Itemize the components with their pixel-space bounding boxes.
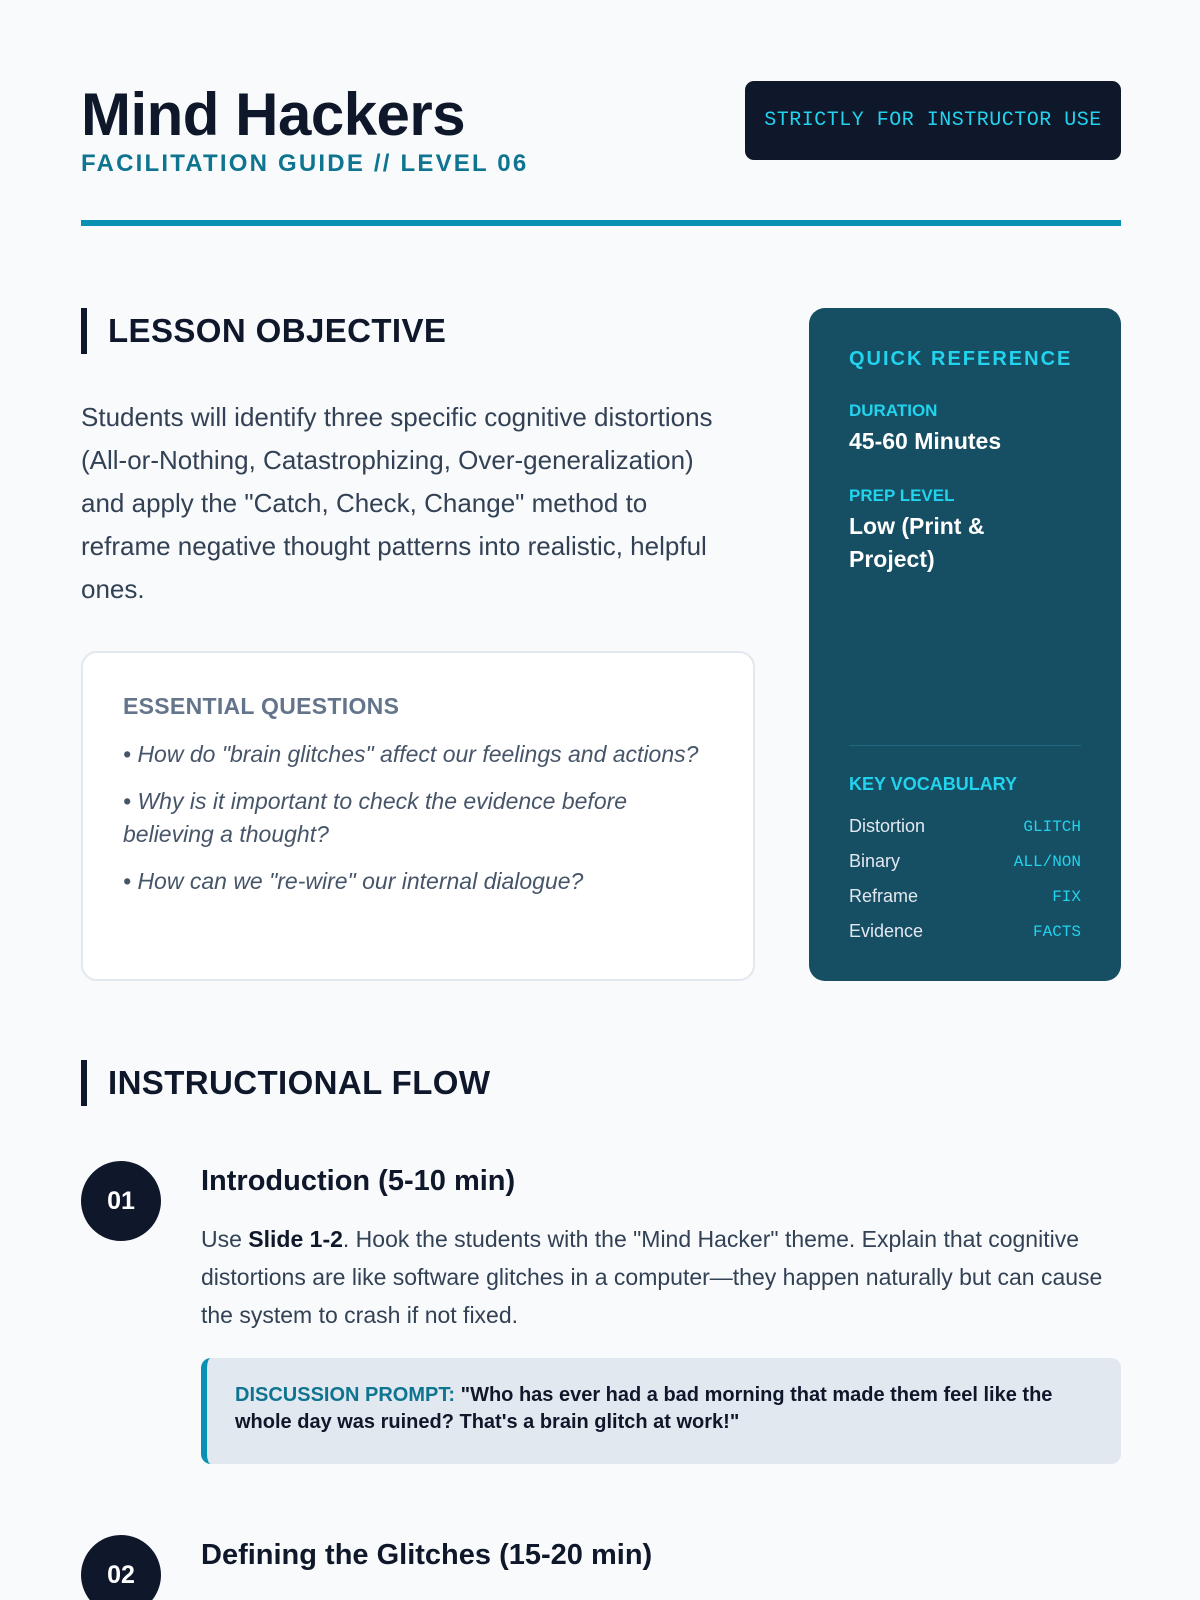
discussion-prompt-label: DISCUSSION PROMPT:: [235, 1384, 456, 1406]
key-vocabulary-title: KEY VOCABULARY: [849, 774, 1018, 794]
prep-level-value: Low (Print & Project): [849, 513, 985, 572]
essential-question-item: • How do "brain glitches" affect our feelings and actions?: [123, 741, 699, 767]
step-title: Defining the Glitches (15-20 min): [201, 1539, 653, 1571]
vocab-term: Distortion: [849, 816, 926, 836]
vocab-definition: FACTS: [1032, 922, 1081, 941]
step-number-badge: 02: [81, 1535, 161, 1600]
vocab-row: [849, 879, 1081, 914]
slide-reference: Slide 1-2: [248, 1226, 343, 1252]
lesson-objective-heading: [81, 308, 446, 354]
key-vocabulary: [849, 774, 1081, 949]
vocab-definition: ALL/NON: [1013, 852, 1081, 871]
essential-question-item: • How can we "re-wire" our internal dialogue?: [123, 868, 584, 894]
step-text-segment: . Hook the students with the "Mind Hacker" theme. Explain that cognitive distortions are like software glitches in a computer—they happen naturally but can cause the system to crash if not fixed.: [201, 1226, 1103, 1328]
step-description: [201, 1220, 1121, 1334]
header-divider: [81, 220, 1121, 226]
heading-accent-bar: [81, 1060, 87, 1106]
lesson-objective-text: Students will identify three specific cognitive distortions (All-or-Nothing, Catastrophizing, Over-generalization) and apply the "Catch, Check, Change" method to reframe negative thought patterns into realistic, helpful ones.: [81, 402, 713, 604]
instructional-flow-heading: [81, 1060, 490, 1106]
vocab-row: [849, 914, 1081, 949]
vocab-row: [849, 844, 1081, 879]
step-text-segment: Use: [201, 1226, 249, 1252]
step-number-badge: 01: [81, 1161, 161, 1241]
vocab-term: Binary: [849, 851, 901, 871]
vocab-row: [849, 809, 1081, 844]
vocab-term: Reframe: [849, 886, 919, 906]
discussion-prompt-text: "Who has ever had a bad morning that made them feel like the whole day was ruined? That's a brain glitch at work!": [235, 1384, 1053, 1433]
prep-level-label: PREP LEVEL: [849, 486, 955, 505]
vocab-definition: FIX: [1052, 887, 1081, 906]
quick-reference-divider: [849, 745, 1081, 746]
essential-questions-title: ESSENTIAL QUESTIONS: [123, 693, 400, 719]
essential-question-item: • Why is it important to check the evidence before believing a thought?: [123, 788, 628, 847]
vocab-term: Evidence: [849, 921, 924, 941]
page-subtitle: FACILITATION GUIDE // LEVEL 06: [81, 150, 529, 177]
step-body: [201, 1535, 1121, 1572]
duration-label: DURATION: [849, 401, 938, 420]
vocab-definition: GLITCH: [1023, 817, 1081, 836]
quick-reference-panel: [809, 308, 1121, 981]
instructor-badge: STRICTLY FOR INSTRUCTOR USE: [745, 81, 1121, 160]
facilitation-guide-page: [81, 0, 1121, 1589]
step-body: [201, 1161, 1121, 1464]
essential-questions-card: [81, 651, 755, 981]
duration-value: 45-60 Minutes: [849, 428, 1002, 454]
step-title: Introduction (5-10 min): [201, 1165, 516, 1197]
page-title: Mind Hackers: [81, 81, 466, 148]
instructional-flow-heading-text: INSTRUCTIONAL FLOW: [108, 1064, 491, 1101]
heading-accent-bar: [81, 308, 87, 354]
lesson-objective-heading-text: LESSON OBJECTIVE: [108, 312, 447, 349]
page-header: [81, 0, 1121, 228]
quick-reference-title: QUICK REFERENCE: [849, 348, 1073, 370]
discussion-prompt: [201, 1358, 1121, 1464]
